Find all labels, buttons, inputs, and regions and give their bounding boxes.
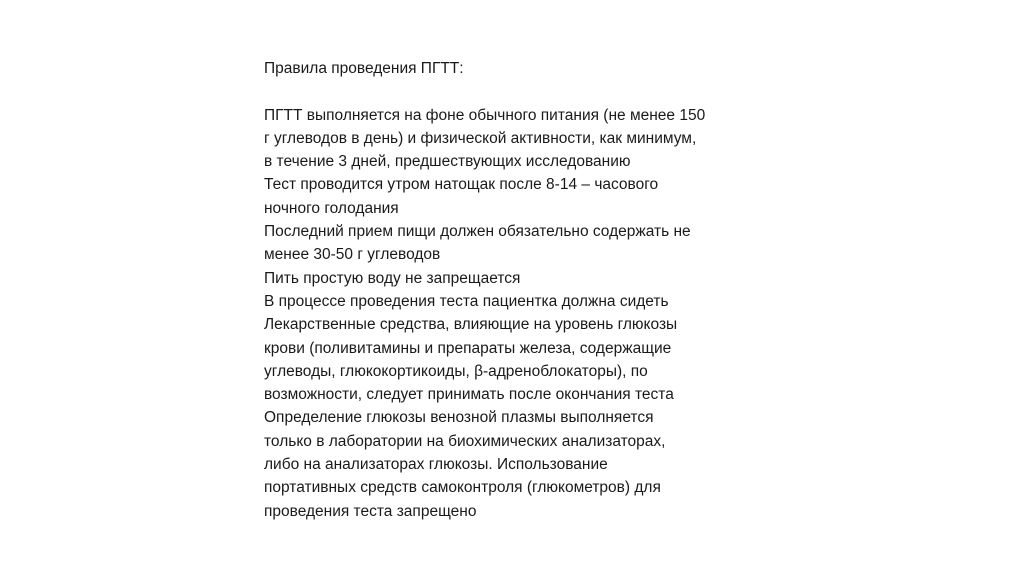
text-line: углеводы, глюкокортикоиды, β-адреноблокаторы), по (264, 362, 648, 380)
slide-content (264, 57, 764, 523)
text-line: Лекарственные средства, влияющие на уровень глюкозы (264, 316, 678, 334)
text-line: портативных средств самоконтроля (глюкометров) для (264, 479, 661, 497)
text-line: Пить простую воду не запрещается (264, 269, 521, 287)
rule-paragraph-fasting (264, 173, 764, 220)
text-line: крови (поливитамины и препараты железа, содержащие (264, 339, 672, 357)
rule-paragraph-last-meal (264, 220, 764, 267)
text-line: В процессе проведения теста пациентка должна сидеть (264, 292, 669, 310)
text-line: либо на анализаторах глюкозы. Использование (264, 456, 608, 474)
text-line: Тест проводится утром натощак после 8-14 – часового (264, 176, 659, 194)
rule-paragraph-lab-analysis (264, 406, 764, 522)
rule-paragraph-sitting (264, 290, 764, 313)
text-line: возможности, следует принимать после окончания теста (264, 386, 674, 404)
text-line: Определение глюкозы венозной плазмы выполняется (264, 409, 654, 427)
text-line: ПГТТ выполняется на фоне обычного питания (не менее 150 (264, 106, 706, 124)
text-line: г углеводов в день) и физической активности, как минимум, (264, 129, 697, 147)
slide-title: Правила проведения ПГТТ: (264, 60, 464, 77)
text-line: только в лаборатории на биохимических анализаторах, (264, 432, 666, 450)
rule-paragraph-normal-diet (264, 104, 764, 174)
rule-paragraph-medications (264, 313, 764, 406)
text-line: ночного голодания (264, 199, 399, 217)
text-line: в течение 3 дней, предшествующих исследованию (264, 153, 631, 171)
text-line: Последний прием пищи должен обязательно содержать не (264, 223, 691, 241)
blank-line (264, 80, 764, 103)
text-line: менее 30-50 г углеводов (264, 246, 441, 264)
rule-paragraph-water (264, 267, 764, 290)
text-line: проведения теста запрещено (264, 502, 477, 520)
